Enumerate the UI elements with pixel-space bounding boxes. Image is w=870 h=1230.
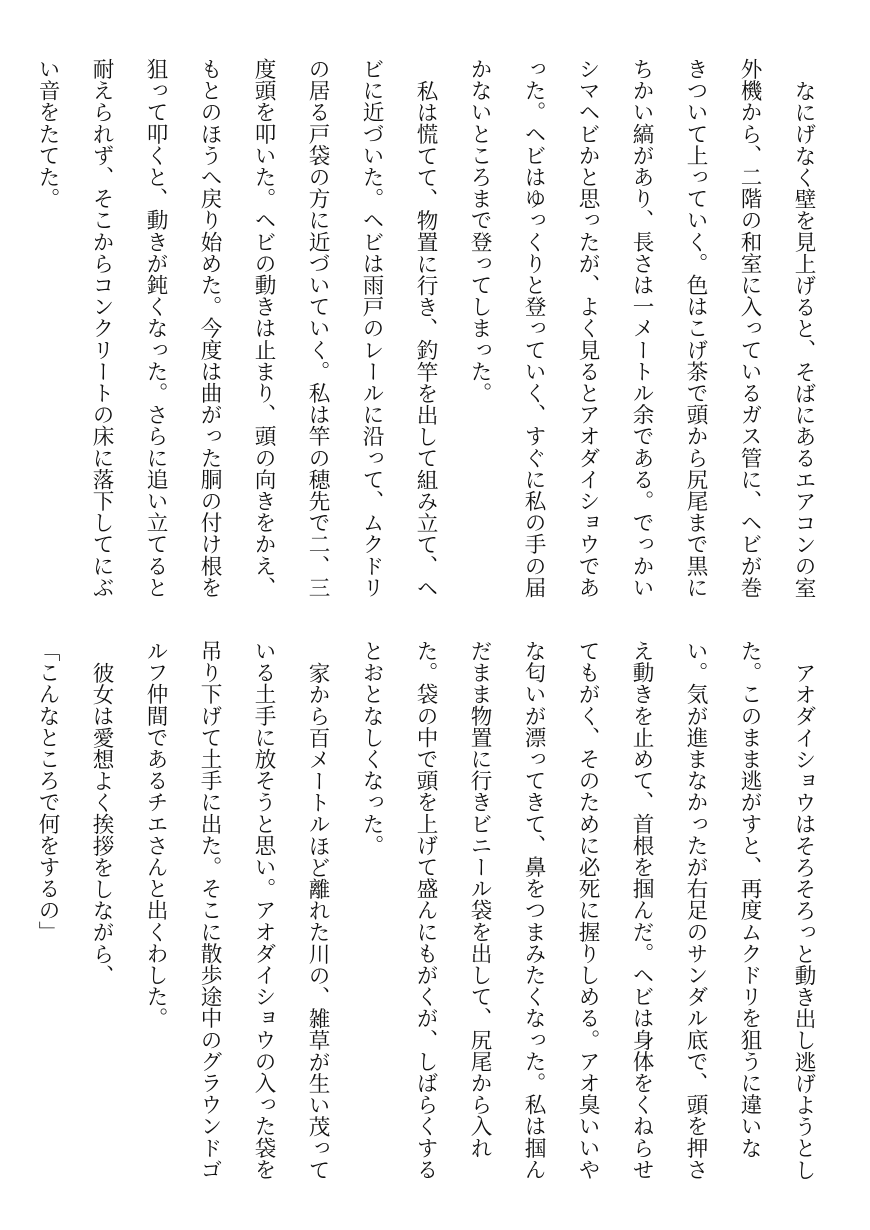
top-text-block (35, 58, 830, 598)
paragraph-snake-sighting: なにげなく壁を見上げると、そばにあるエアコンの室外機から、二階の和室に入っているガス管に、ヘビが巻きついて上っていく。色はこげ茶で頭から尻尾まで黒にちかい縞があり、長さは一メートル余である。でっかいシマヘビかと思ったが、よく見るとアオダイショウであった。ヘビはゆっくりと登っていく、すぐに私の手の届かないところまで登ってしまった。 (467, 58, 816, 598)
bottom-text-block (35, 640, 830, 1180)
paragraph-greeting: 彼女は愛想よく挨拶をしながら、 (89, 661, 114, 986)
paragraph-chasing-snake: 私は慌てて、物置に行き、釣竿を出して組み立て、ヘビに近づいた。ヘビは雨戸のレールに沿って、ムクドリの居る戸袋の方に近づいていく。私は竿の穂先で二、三度頭を叩いた。ヘビの動きは止まり、頭の向きをかえ、もとのほうへ戻り始めた。今度は曲がった胴の付け根を狙って叩くと、動きが鈍くなった。さらに追い立てると耐えられず、そこからコンクリートの床に落下してにぶい音をたてた。 (35, 58, 438, 598)
paragraph-going-to-river: 家から百メートルほど離れた川の、雑草が生い茂っている土手に放そうと思い。アオダイショウの入った袋を吊り下げて土手に出た。そこに散歩途中のグラウンドゴルフ仲間であるチエさんと出くわした。 (143, 640, 330, 1180)
paragraph-dialogue: 「こんなところで何をするの」 (35, 640, 60, 943)
paragraph-catching-snake: アオダイショウはそろそろっと動き出し逃げようとした。このまま逃がすと、再度ムクドリを狙うに違いない。気が進まなかったが右足のサンダル底で、頭を押さえ動きを止めて、首根を掴んだ。ヘビは身体をくねらせてもがく、そのために必死に握りしめる。アオ臭いいやな匂いが漂ってきて、鼻をつまみたくなった。私は掴んだまま物置に行きビニール袋を出して、尻尾から入れた。袋の中で頭を上げて盛んにもがくが、しばらくするとおとなしくなった。 (359, 640, 816, 1180)
